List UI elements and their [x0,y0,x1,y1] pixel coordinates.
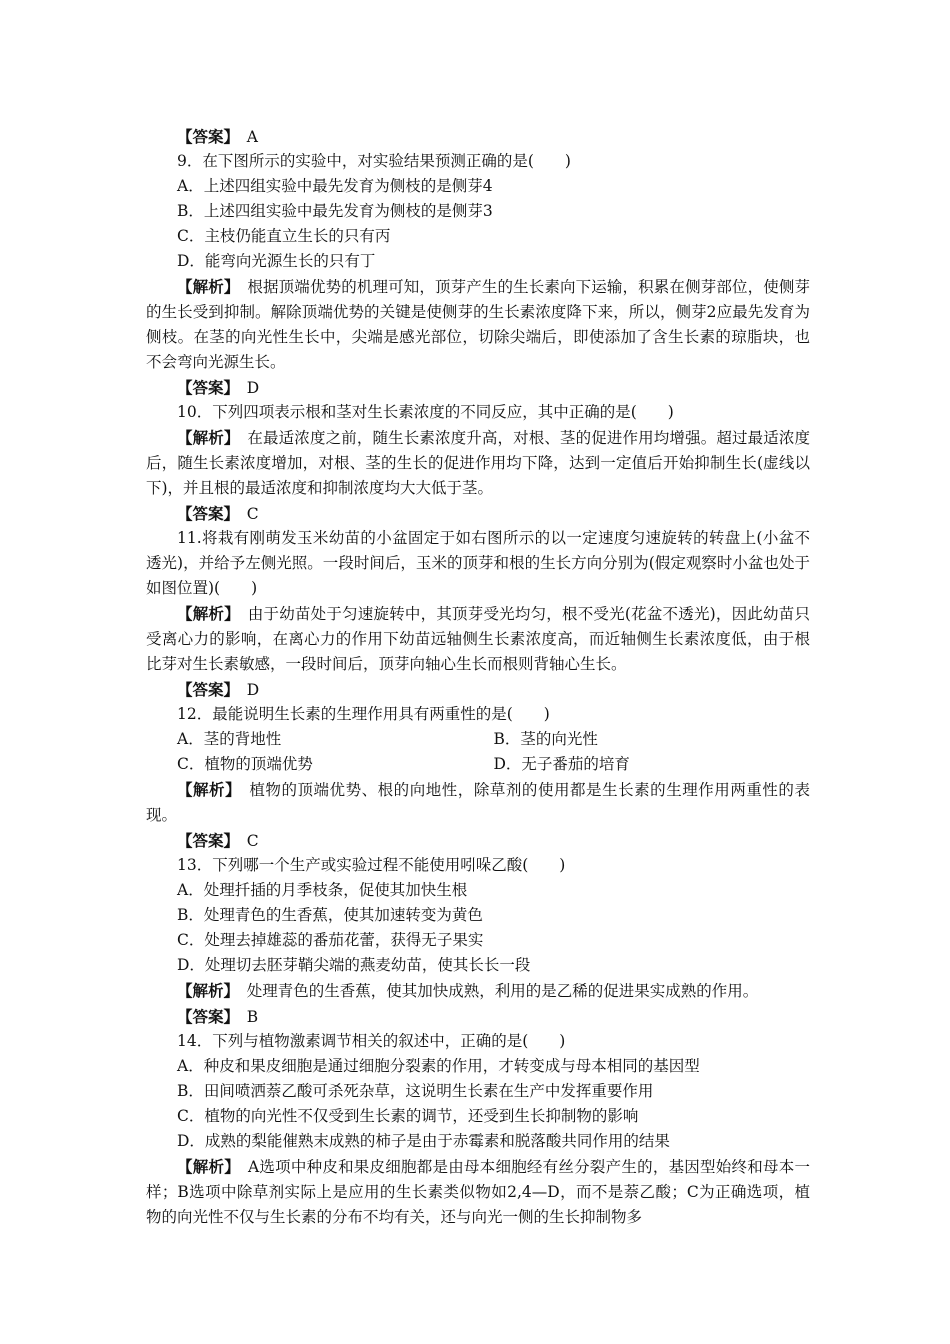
option-right: B．茎的向光性 [493,730,598,748]
analysis-paragraph: 【解析】 根据顶端优势的机理可知，顶芽产生的生长素向下运输，积累在侧芽部位，使侧芽的生长受到抑制。解除顶端优势的关键是使侧芽的生长素浓度降下来，所以，侧芽2应最先发育为侧枝。在茎的向光性生长中，尖端是感光部位，切除尖端后，即使添加了含生长素的琼脂块，也不会弯向光源生长。 [146,277,810,371]
answer-line: 【答案】 A [177,127,258,146]
option-line: A．处理扦插的月季枝条，促使其加快生根 [177,881,468,899]
analysis-paragraph: 【解析】 由于幼苗处于匀速旋转中，其顶芽受光均匀，根不受光(花盆不透光)，因此幼苗只受离心力的影响，在离心力的作用下幼苗远轴侧生长素浓度高，而近轴侧生长素浓度低，由于根比芽对生长素敏感，一段时间后，顶芽向轴心生长而根则背轴心生长。 [146,604,810,673]
analysis-paragraph: 【解析】 在最适浓度之前，随生长素浓度升高，对根、茎的促进作用均增强。超过最适浓度后，随生长素浓度增加，对根、茎的生长的促进作用均下降，达到一定值后开始抑制生长(虚线以下)，并且根的最适浓度和抑制浓度均大大低于茎。 [146,428,810,497]
option-line: B．处理青色的生香蕉，使其加速转变为黄色 [177,906,483,924]
option-line: C．处理去掉雄蕊的番茄花蕾，获得无子果实 [177,931,484,949]
option-line: D．处理切去胚芽鞘尖端的燕麦幼苗，使其长长一段 [177,956,531,974]
option-line: D．能弯向光源生长的只有丁 [177,252,376,270]
option-line: B．田间喷洒萘乙酸可杀死杂草，这说明生长素在生产中发挥重要作用 [177,1082,654,1100]
option-right: D．无子番茄的培育 [493,755,630,773]
document-page [146,124,810,1230]
question-9: 9．在下图所示的实验中，对实验结果预测正确的是( ) [177,152,571,170]
option-line: C．植物的向光性不仅受到生长素的调节，还受到生长抑制物的影响 [177,1107,639,1125]
question-14: 14．下列与植物激素调节相关的叙述中，正确的是( ) [177,1032,566,1050]
option-line: C．主枝仍能直立生长的只有丙 [177,227,391,245]
option-line: D．成熟的梨能催熟末成熟的柿子是由于赤霉素和脱落酸共同作用的结果 [177,1132,670,1150]
option-line: A．上述四组实验中最先发育为侧枝的是侧芽4 [177,177,493,195]
option-line: B．上述四组实验中最先发育为侧枝的是侧芽3 [177,202,493,220]
option-left: A．茎的背地性 [177,730,282,748]
answer-line: 【答案】 B [177,1007,259,1026]
option-pair-row [146,727,810,752]
analysis-paragraph: 【解析】 处理青色的生香蕉，使其加快成熟，利用的是乙稀的促进果实成熟的作用。 [177,981,759,1000]
question-13: 13．下列哪一个生产或实验过程不能使用吲哚乙酸( ) [177,856,566,874]
analysis-paragraph: 【解析】 植物的顶端优势、根的向地性，除草剂的使用都是生长素的生理作用两重性的表现。 [146,780,810,824]
question-12: 12．最能说明生长素的生理作用具有两重性的是( ) [177,705,550,723]
question-10: 10．下列四项表示根和茎对生长素浓度的不同反应，其中正确的是( ) [177,403,674,421]
question-11: 11.将栽有刚萌发玉米幼苗的小盆固定于如右图所示的以一定速度匀速旋转的转盘上(小盆不透光)，并给予左侧光照。一段时间后，玉米的顶芽和根的生长方向分别为(假定观察时小盆也处于如图位置)( ) [146,529,810,597]
option-line: A．种皮和果皮细胞是通过细胞分裂素的作用，才转变成与母本相同的基因型 [177,1057,700,1075]
answer-line: 【答案】 D [177,680,260,699]
answer-line: 【答案】 D [177,378,260,397]
answer-line: 【答案】 C [177,504,259,523]
answer-line: 【答案】 C [177,831,259,850]
analysis-paragraph: 【解析】 A选项中种皮和果皮细胞都是由母本细胞经有丝分裂产生的，基因型始终和母本一样；B选项中除草剂实际上是应用的生长素类似物如2,4—D，而不是萘乙酸；C为正确选项，植物的向光性不仅与生长素的分布不均有关，还与向光一侧的生长抑制物多 [146,1157,810,1226]
option-left: C．植物的顶端优势 [177,755,313,773]
option-pair-row [146,752,810,777]
